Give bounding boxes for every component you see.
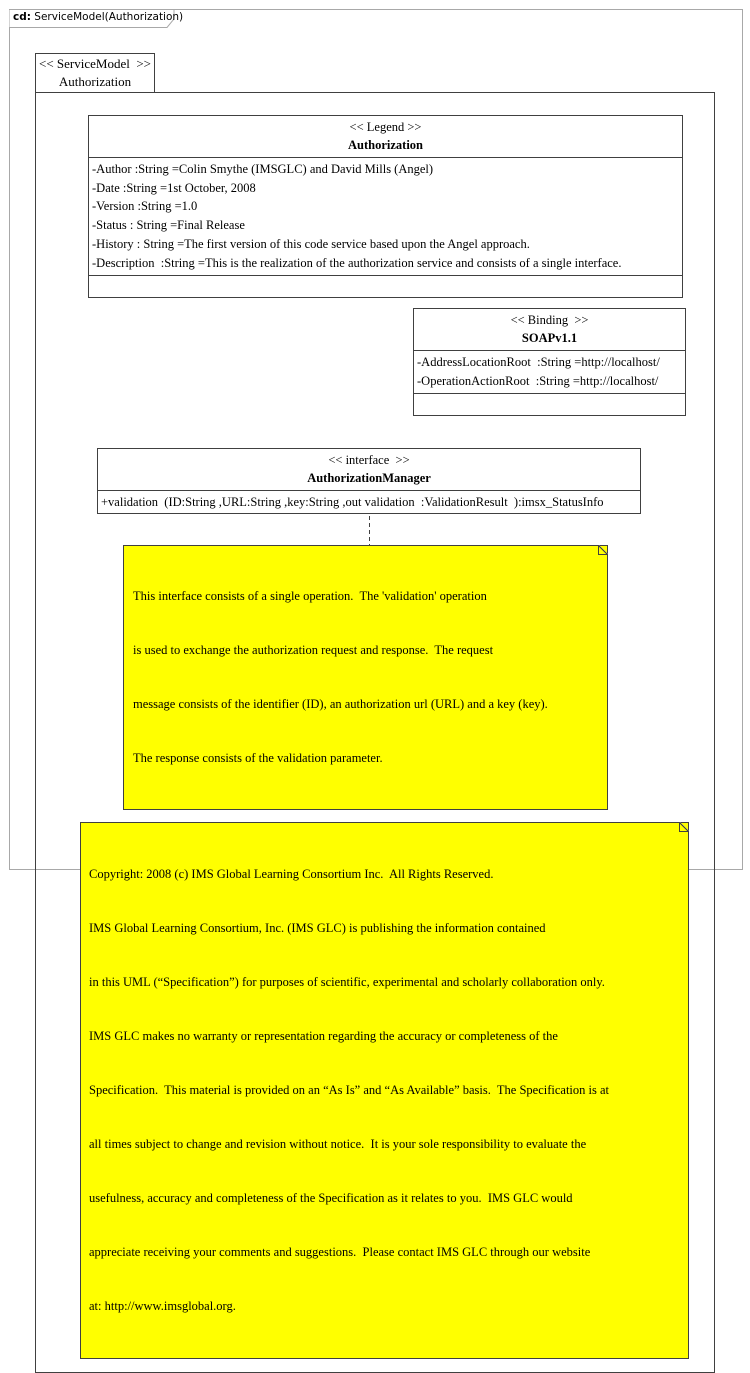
legend-attributes	[89, 158, 682, 276]
binding-class-header	[414, 309, 685, 351]
note-line: Specification. This material is provided on an “As Is” and “As Available” basis. The Specification is at	[89, 1083, 610, 1097]
attribute-row: -OperationActionRoot :String =http://localhost/	[417, 373, 659, 388]
package-tab[interactable]	[35, 53, 155, 93]
note-folded-corner-icon	[598, 545, 608, 555]
note-line: all times subject to change and revision without notice. It is your sole responsibility to evaluate the	[89, 1137, 587, 1151]
binding-stereotype: << Binding >>	[510, 313, 589, 327]
attribute-row: -Date :String =1st October, 2008	[92, 180, 256, 195]
binding-class[interactable]	[413, 308, 686, 416]
note-line: IMS GLC makes no warranty or representation regarding the accuracy or completeness of the	[89, 1029, 558, 1043]
interface-class-header	[98, 449, 640, 491]
note-folded-corner-icon	[679, 822, 689, 832]
note-line: at: http://www.imsglobal.org.	[89, 1299, 236, 1313]
attribute-row: -History : String =The first version of this code service based upon the Angel approach.	[92, 236, 530, 251]
interface-class-name: AuthorizationManager	[307, 471, 431, 485]
binding-attributes	[414, 351, 685, 394]
note-line: usefulness, accuracy and completeness of the Specification as it relates to you. IMS GLC would	[89, 1191, 573, 1205]
interface-stereotype: << interface >>	[328, 453, 410, 467]
copyright-note[interactable]	[80, 822, 689, 1359]
note-line: Copyright: 2008 (c) IMS Global Learning Consortium Inc. All Rights Reserved.	[89, 867, 494, 881]
diagram-frame-tab	[9, 9, 191, 27]
legend-class[interactable]	[88, 115, 683, 298]
note-connector-line	[368, 516, 371, 546]
attribute-row: -Status : String =Final Release	[92, 218, 245, 233]
note-line: appreciate receiving your comments and suggestions. Please contact IMS GLC through our website	[89, 1245, 591, 1259]
interface-operation: +validation (ID:String ,URL:String ,key:String ,out validation :ValidationResult ):imsx_StatusInfo	[101, 495, 604, 509]
note-line: is used to exchange the authorization request and response. The request	[133, 643, 494, 657]
attribute-row: -Description :String =This is the realization of the authorization service and consists of a single interface.	[92, 255, 622, 270]
note-line: IMS Global Learning Consortium, Inc. (IMS GLC) is publishing the information contained	[89, 921, 546, 935]
attribute-row: -AddressLocationRoot :String =http://localhost/	[417, 355, 660, 369]
diagram-kind: cd:	[13, 11, 31, 23]
attribute-row: -Version :String =1.0	[92, 199, 198, 214]
legend-stereotype: << Legend >>	[349, 120, 422, 134]
note-line: This interface consists of a single operation. The 'validation' operation	[133, 589, 487, 603]
note-line: in this UML (“Specification”) for purposes of scientific, experimental and scholarly collaboration only.	[89, 975, 605, 989]
package-stereotype: << ServiceModel >>	[39, 56, 151, 71]
copyright-note-text	[89, 829, 680, 1351]
note-line: message consists of the identifier (ID), an authorization url (URL) and a key (key).	[133, 697, 548, 711]
legend-class-name: Authorization	[348, 138, 423, 152]
diagram-title: ServiceModel(Authorization)	[34, 11, 184, 23]
binding-operations	[414, 394, 685, 415]
binding-class-name: SOAPv1.1	[521, 331, 578, 345]
attribute-row: -Author :String =Colin Smythe (IMSGLC) and David Mills (Angel)	[92, 162, 434, 176]
interface-note[interactable]	[123, 545, 608, 810]
note-line: The response consists of the validation parameter.	[133, 751, 383, 765]
interface-class[interactable]	[97, 448, 641, 514]
package-name: Authorization	[58, 74, 132, 89]
legend-class-header	[89, 116, 682, 158]
legend-operations	[89, 276, 682, 297]
interface-note-text	[133, 551, 599, 803]
